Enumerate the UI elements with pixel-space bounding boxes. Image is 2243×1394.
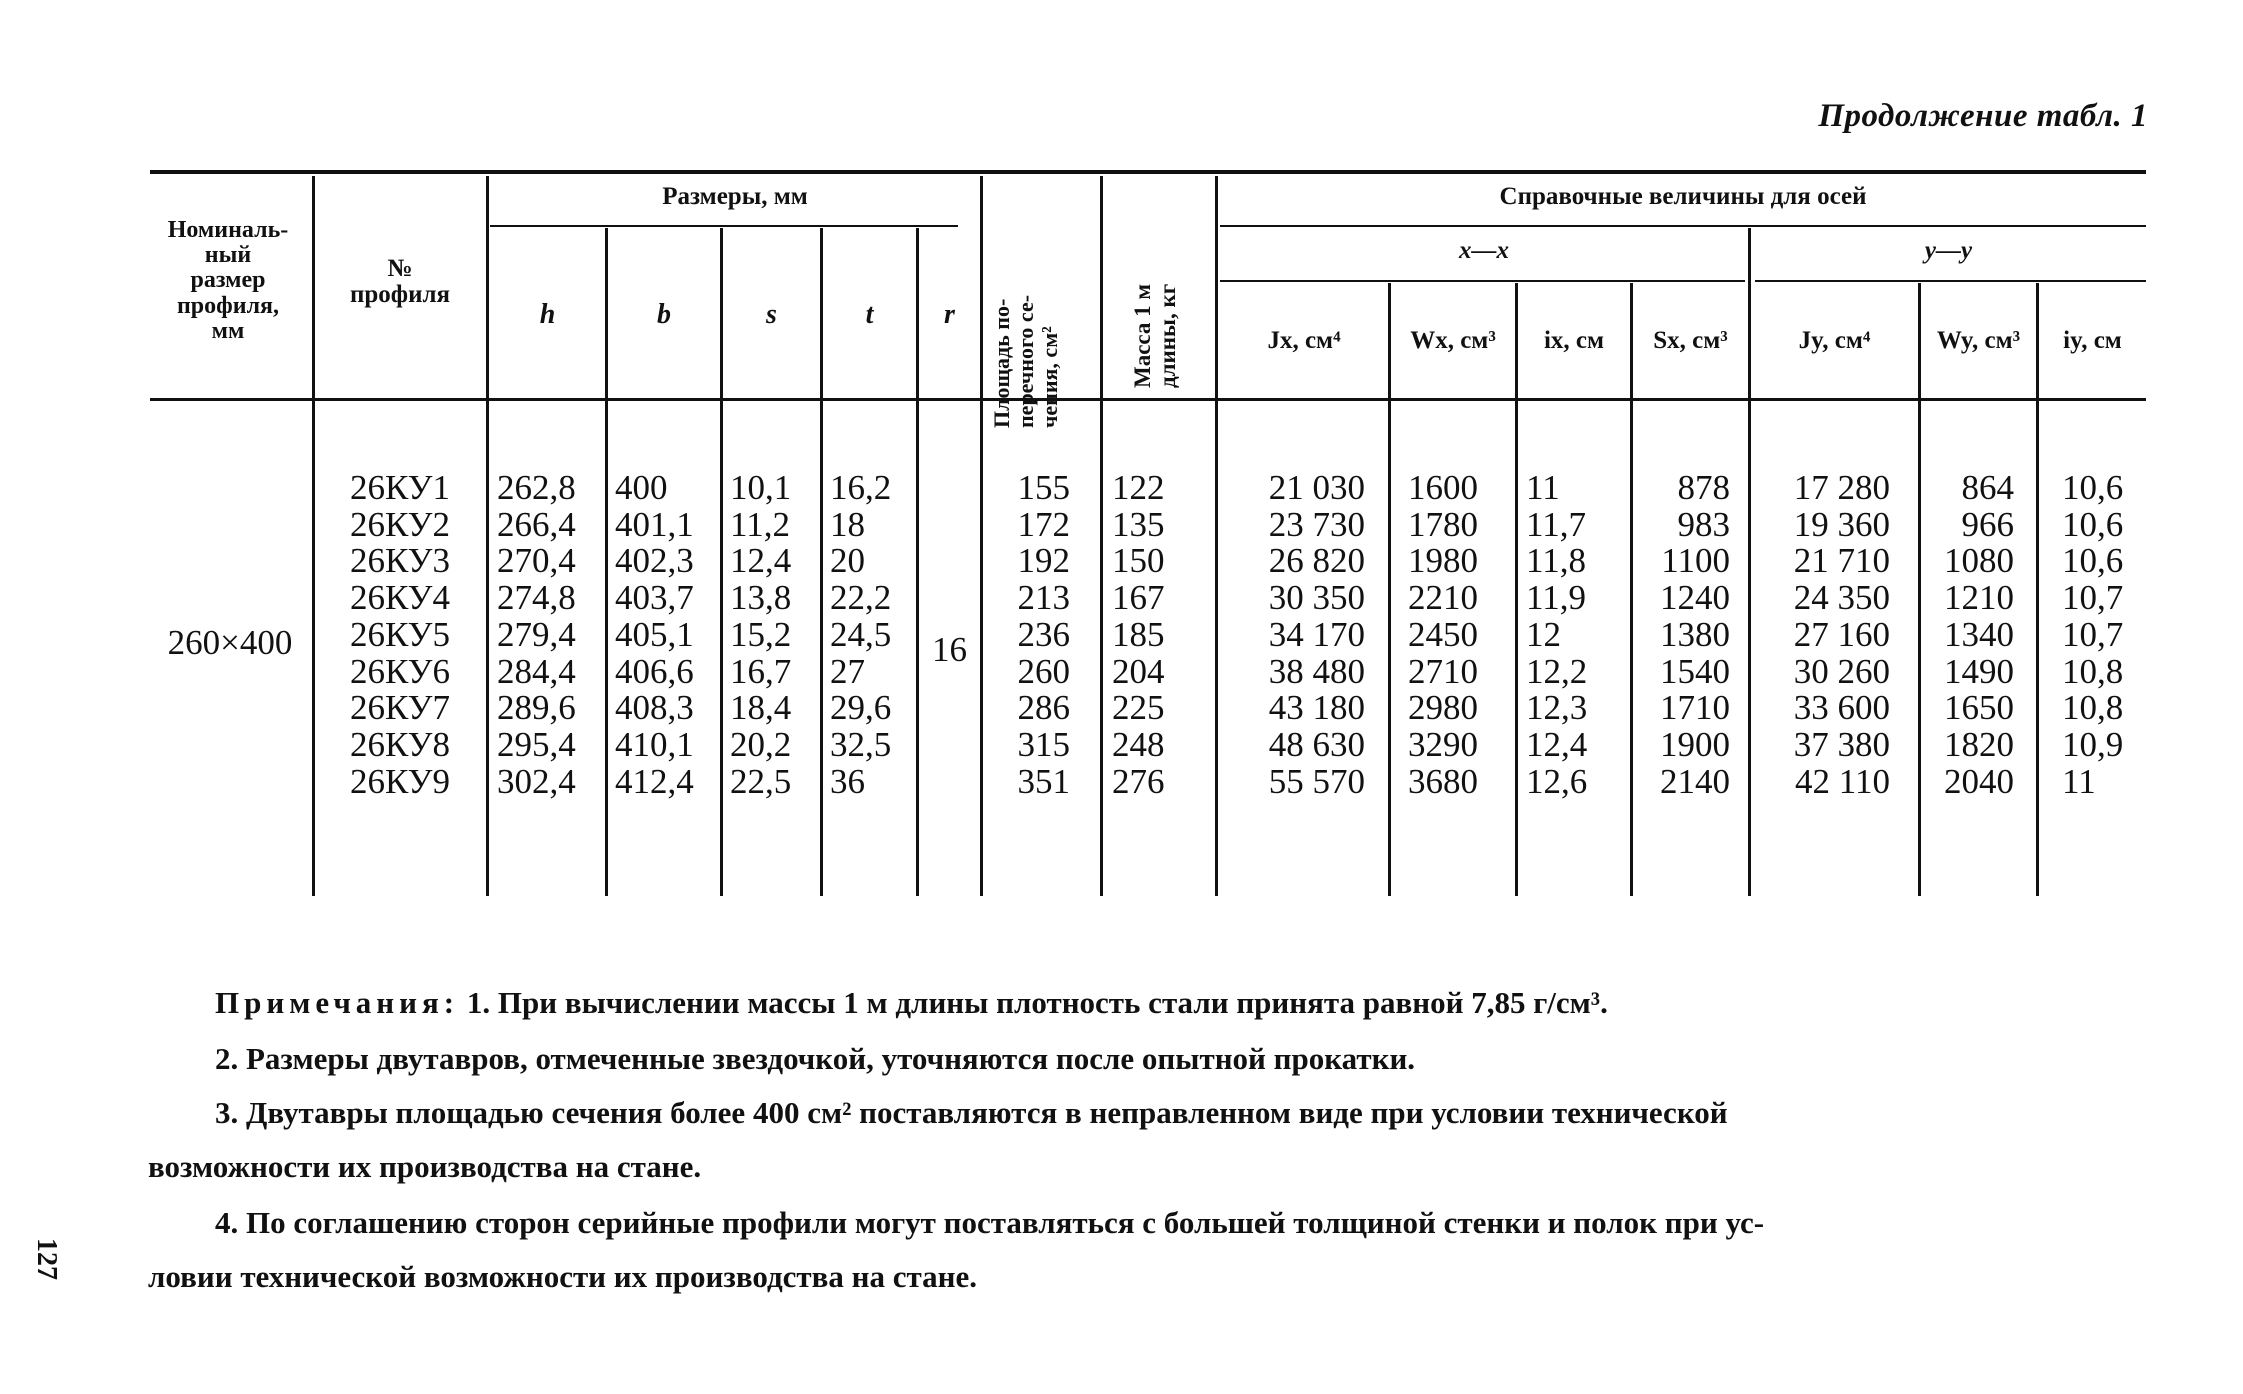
mass-cell-2: 135 (1112, 504, 1165, 544)
header-reference-group: Справочные величины для осей (1499, 183, 1867, 210)
iy-cell-7: 10,8 (2062, 688, 2124, 728)
jy-cell-2: 19 360 (1793, 504, 1890, 544)
header-dimensions-group: Размеры, мм (662, 183, 808, 210)
area-cell-2: 172 (1017, 504, 1070, 544)
iy-cell-5: 10,7 (2062, 614, 2124, 654)
iy-cell-2: 10,6 (2062, 504, 2124, 544)
jx-cell-6: 38 480 (1268, 651, 1365, 691)
iy-cell-9: 11 (2062, 761, 2096, 801)
header-sx: Sx, см³ (1653, 327, 1728, 354)
s-cell-1: 10,1 (730, 468, 792, 507)
continuation-label: Продолжение табл. 1 (1818, 98, 2148, 134)
wx-column (1408, 470, 1508, 800)
nominal-size-cell: 260×400 (167, 623, 293, 662)
jy-cell-9: 42 110 (1795, 761, 1890, 801)
profile-cell-8: 26КУ8 (350, 724, 450, 764)
ix-cell-4: 11,9 (1526, 578, 1586, 618)
h-column (497, 470, 605, 800)
col-rule (1630, 283, 1633, 896)
wx-cell-8: 3290 (1408, 724, 1478, 764)
note-3b: возможности их производства на стане. (148, 1149, 702, 1184)
b-cell-8: 410,1 (615, 724, 694, 764)
t-cell-4: 22,2 (830, 578, 892, 618)
wx-cell-1: 1600 (1408, 468, 1478, 507)
sx-cell-5: 1380 (1660, 614, 1730, 654)
header-ix: ix, см (1543, 327, 1605, 354)
sx-cell-8: 1900 (1660, 724, 1730, 764)
area-cell-9: 351 (1017, 761, 1070, 801)
col-rule (980, 176, 983, 896)
t-cell-3: 20 (830, 541, 865, 581)
wy-cell-1: 864 (1961, 468, 2014, 507)
header-text: ный (204, 242, 252, 269)
col-rule (486, 176, 489, 896)
profile-cell-3: 26КУ3 (350, 541, 450, 581)
area-cell-4: 213 (1017, 578, 1070, 618)
b-cell-9: 412,4 (615, 761, 694, 801)
jx-cell-7: 43 180 (1268, 688, 1365, 728)
t-cell-5: 24,5 (830, 614, 892, 654)
area-cell-8: 315 (1017, 724, 1070, 764)
jy-cell-7: 33 600 (1793, 688, 1890, 728)
wx-cell-6: 2710 (1408, 651, 1478, 691)
s-cell-5: 15,2 (730, 614, 792, 654)
profile-column (318, 470, 482, 800)
header-mass (1130, 208, 1190, 388)
header-jx: Jx, см⁴ (1267, 327, 1341, 354)
profile-cell-1: 26КУ1 (350, 468, 450, 507)
note-3a: 3. Двутавры площадью сечения более 400 см² поставляются в неправленном виде при условии технической (215, 1095, 1728, 1130)
h-cell-3: 270,4 (497, 541, 576, 581)
s-cell-6: 16,7 (730, 651, 792, 691)
sx-cell-6: 1540 (1660, 651, 1730, 691)
h-cell-9: 302,4 (497, 761, 576, 801)
header-profile-no (318, 256, 482, 309)
jy-column (1755, 470, 1890, 800)
profile-cell-7: 26КУ7 (350, 688, 450, 728)
area-column (985, 470, 1070, 800)
header-text: Площадь по- (989, 298, 1014, 428)
profile-cell-4: 26КУ4 (350, 578, 450, 618)
header-t: t (865, 299, 874, 330)
profile-cell-5: 26КУ5 (350, 614, 450, 654)
wy-column (1921, 470, 2014, 800)
wy-cell-8: 1820 (1944, 724, 2014, 764)
b-cell-4: 403,7 (615, 578, 694, 618)
col-rule (1100, 176, 1103, 896)
col-rule (1515, 283, 1518, 896)
note-4a: 4. По соглашению сторон серийные профили могут поставляться с большей толщиной стенки и полок при ус- (215, 1205, 1765, 1240)
note-4b: ловии технической возможности их производства на стане. (148, 1259, 977, 1294)
mass-cell-8: 248 (1112, 724, 1165, 764)
t-column (830, 470, 916, 800)
b-cell-1: 400 (615, 468, 668, 507)
jy-cell-6: 30 260 (1793, 651, 1890, 691)
wy-cell-3: 1080 (1944, 541, 2014, 581)
ix-column (1526, 470, 1626, 800)
header-text: Номиналь- (167, 217, 289, 243)
ix-cell-1: 11 (1526, 468, 1560, 507)
jx-cell-8: 48 630 (1268, 724, 1365, 764)
iy-cell-1: 10,6 (2062, 468, 2124, 507)
h-cell-4: 274,8 (497, 578, 576, 618)
header-h: h (539, 299, 556, 330)
profile-cell-9: 26КУ9 (350, 761, 450, 801)
wy-cell-5: 1340 (1944, 614, 2014, 654)
r-value-cell: 16 (932, 630, 967, 669)
header-b: b (657, 299, 671, 330)
header-text: размер (190, 267, 266, 294)
s-column (730, 470, 820, 800)
sx-cell-3: 1100 (1661, 541, 1730, 581)
header-iy: iy, см (2063, 327, 2122, 354)
reference-group-rule (1220, 225, 2146, 227)
b-cell-3: 402,3 (615, 541, 694, 581)
jx-cell-3: 26 820 (1268, 541, 1365, 581)
b-cell-5: 405,1 (615, 614, 694, 654)
wx-cell-5: 2450 (1408, 614, 1478, 654)
note-1-text: 1. При вычислении массы 1 м длины плотность стали принята равной 7,85 г/см³. (466, 985, 1608, 1020)
note-2: 2. Размеры двутавров, отмеченные звездочкой, уточняются после опытной прокатки. (215, 1041, 1416, 1076)
profile-cell-6: 26КУ6 (350, 651, 450, 691)
table-top-rule (150, 170, 2146, 174)
wy-cell-2: 966 (1961, 504, 2014, 544)
s-cell-4: 13,8 (730, 578, 792, 618)
h-cell-8: 295,4 (497, 724, 576, 764)
axis-group-rule-y (1755, 280, 2146, 282)
h-cell-1: 262,8 (497, 468, 576, 507)
header-text: длины, кг (1155, 283, 1181, 388)
wx-cell-3: 1980 (1408, 541, 1478, 581)
note-1 (215, 984, 2215, 1021)
mass-cell-9: 276 (1112, 761, 1165, 801)
header-text: профиля, (176, 292, 280, 319)
ix-cell-7: 12,3 (1526, 688, 1588, 728)
header-jy: Jy, см⁴ (1798, 327, 1871, 354)
dimensions-group-rule (490, 225, 958, 227)
mass-column (1112, 470, 1202, 800)
mass-cell-6: 204 (1112, 651, 1165, 691)
sx-cell-4: 1240 (1660, 578, 1730, 618)
sx-cell-7: 1710 (1660, 688, 1730, 728)
profile-cell-2: 26КУ2 (350, 504, 450, 544)
jy-cell-8: 37 380 (1793, 724, 1890, 764)
ix-cell-9: 12,6 (1526, 761, 1588, 801)
jy-cell-3: 21 710 (1793, 541, 1890, 581)
col-rule (312, 176, 315, 896)
sx-cell-9: 2140 (1660, 761, 1730, 801)
mass-cell-3: 150 (1112, 541, 1165, 581)
b-cell-6: 406,6 (615, 651, 694, 691)
header-text: перечного се- (1013, 294, 1039, 428)
t-cell-7: 29,6 (830, 688, 892, 728)
sx-column (1638, 470, 1730, 800)
mass-cell-7: 225 (1112, 688, 1165, 728)
header-text: чения, см² (1037, 326, 1063, 428)
header-text: профиля (349, 281, 451, 309)
wy-cell-9: 2040 (1944, 761, 2014, 801)
header-nominal-size (148, 218, 308, 344)
header-axis-y: y—y (1924, 237, 1973, 264)
header-wx: Wx, см³ (1410, 327, 1496, 354)
mass-cell-4: 167 (1112, 578, 1165, 618)
wy-cell-7: 1650 (1944, 688, 2014, 728)
ix-cell-5: 12 (1526, 614, 1561, 654)
iy-cell-4: 10,7 (2062, 578, 2124, 618)
wx-cell-7: 2980 (1408, 688, 1478, 728)
col-rule (1388, 283, 1391, 896)
jx-cell-2: 23 730 (1268, 504, 1365, 544)
h-cell-2: 266,4 (497, 504, 576, 544)
axis-group-rule-x (1220, 280, 1745, 282)
wx-cell-2: 1780 (1408, 504, 1478, 544)
wy-cell-4: 1210 (1944, 578, 2014, 618)
ix-cell-8: 12,4 (1526, 724, 1588, 764)
s-cell-9: 22,5 (730, 761, 792, 801)
header-axis-x: x—x (1459, 237, 1509, 264)
iy-cell-3: 10,6 (2062, 541, 2124, 581)
iy-column (2062, 470, 2146, 800)
ix-cell-2: 11,7 (1526, 504, 1586, 544)
jx-cell-1: 21 030 (1268, 468, 1365, 507)
jy-cell-5: 27 160 (1793, 614, 1890, 654)
mass-cell-1: 122 (1112, 468, 1165, 507)
ix-cell-6: 12,2 (1526, 651, 1588, 691)
jy-cell-1: 17 280 (1793, 468, 1890, 507)
header-text: № (387, 255, 413, 282)
t-cell-1: 16,2 (830, 468, 892, 507)
s-cell-8: 20,2 (730, 724, 792, 764)
h-cell-5: 279,4 (497, 614, 576, 654)
b-cell-2: 401,1 (615, 504, 694, 544)
header-wy: Wy, см³ (1936, 327, 2021, 354)
t-cell-2: 18 (830, 504, 865, 544)
header-text: мм (211, 317, 245, 344)
jx-cell-9: 55 570 (1268, 761, 1365, 801)
jx-column (1225, 470, 1365, 800)
s-cell-7: 18,4 (730, 688, 792, 728)
col-rule (2036, 283, 2039, 896)
wx-cell-4: 2210 (1408, 578, 1478, 618)
jy-cell-4: 24 350 (1793, 578, 1890, 618)
b-column (615, 470, 720, 800)
sx-cell-2: 983 (1677, 504, 1730, 544)
wy-cell-6: 1490 (1944, 651, 2014, 691)
area-cell-3: 192 (1017, 541, 1070, 581)
header-area (990, 208, 1090, 428)
t-cell-6: 27 (830, 651, 865, 691)
header-bottom-rule (150, 398, 2146, 401)
area-cell-7: 286 (1017, 688, 1070, 728)
s-cell-2: 11,2 (730, 504, 790, 544)
sx-cell-1: 878 (1677, 468, 1730, 507)
t-cell-9: 36 (830, 761, 865, 801)
area-cell-1: 155 (1017, 468, 1070, 507)
notes-title: Примечания: (215, 985, 460, 1020)
h-cell-6: 284,4 (497, 651, 576, 691)
iy-cell-6: 10,8 (2062, 651, 2124, 691)
header-s: s (766, 299, 777, 330)
s-cell-3: 12,4 (730, 541, 792, 581)
header-text: Масса 1 м (1130, 283, 1155, 388)
mass-cell-5: 185 (1112, 614, 1165, 654)
header-r: r (944, 299, 955, 330)
jx-cell-5: 34 170 (1268, 614, 1365, 654)
h-cell-7: 289,6 (497, 688, 576, 728)
b-cell-7: 408,3 (615, 688, 694, 728)
jx-cell-4: 30 350 (1268, 578, 1365, 618)
t-cell-8: 32,5 (830, 724, 892, 764)
area-cell-5: 236 (1017, 614, 1070, 654)
wx-cell-9: 3680 (1408, 761, 1478, 801)
ix-cell-3: 11,8 (1526, 541, 1586, 581)
area-cell-6: 260 (1017, 651, 1070, 691)
iy-cell-8: 10,9 (2062, 724, 2124, 764)
col-rule (1215, 176, 1218, 896)
page-number: 127 (31, 1238, 62, 1280)
